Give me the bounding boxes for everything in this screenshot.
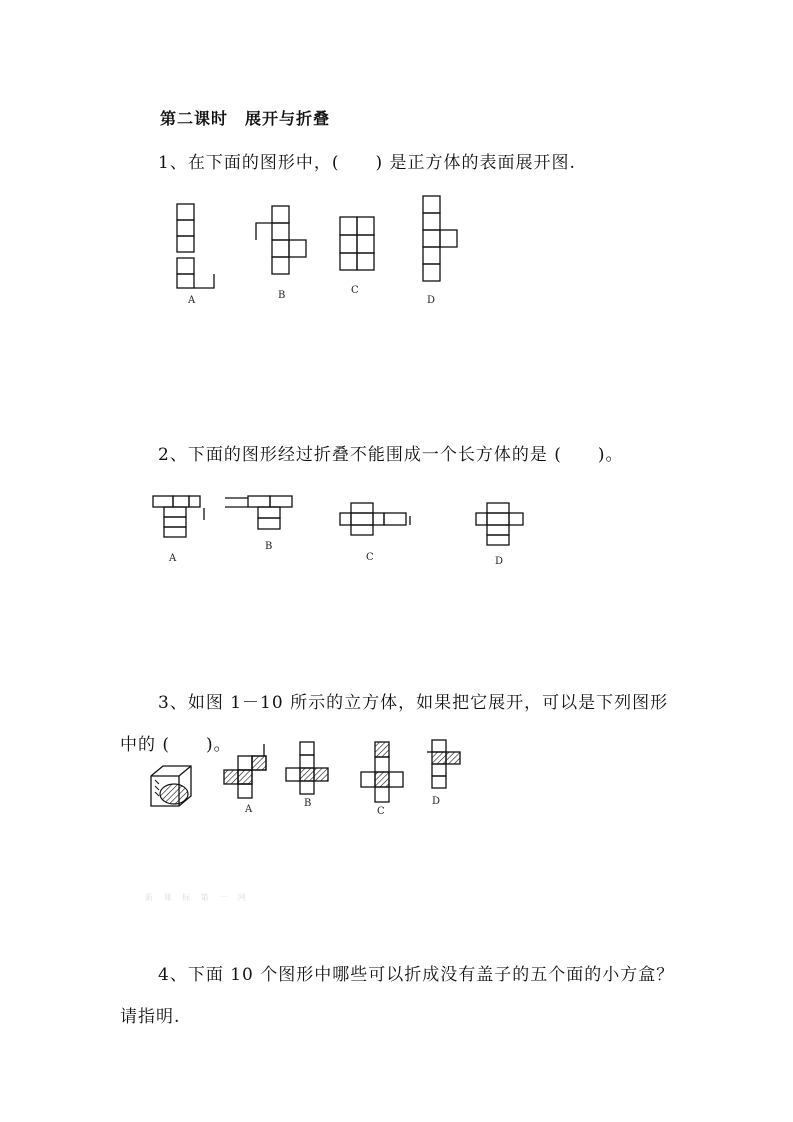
q3-net-d: [425, 736, 470, 801]
q1-net-a: [170, 198, 230, 298]
question-4-text-line-1: 4、下面 10 个图形中哪些可以折成没有盖子的五个面的小方盒？: [158, 965, 675, 985]
q3-net-a: [218, 740, 278, 805]
page-title: 第二课时 展开与折叠: [160, 109, 331, 128]
q1-net-d: [418, 192, 468, 292]
q2-net-d: [470, 500, 530, 550]
q1-label-b: B: [278, 290, 286, 301]
q2-label-c: C: [366, 552, 374, 563]
q2-label-d: D: [495, 556, 504, 567]
question-4-text-line-2: 请指明.: [120, 1007, 181, 1027]
q2-label-b: B: [265, 541, 273, 552]
question-3-text-line-1: 3、如图 1－10 所示的立方体，如果把它展开，可以是下列图形: [158, 693, 669, 713]
question-2-text: 2、下面的图形经过折叠不能围成一个长方体的是 ( )。: [158, 445, 624, 465]
q3-label-a: A: [245, 804, 253, 815]
question-1-text: 1、在下面的图形中，( ) 是正方体的表面展开图.: [158, 153, 576, 173]
q3-net-b: [284, 738, 339, 803]
q2-net-c: [335, 498, 415, 543]
q1-label-a: A: [188, 295, 196, 306]
q3-label-b: B: [304, 798, 312, 809]
q1-label-c: C: [351, 285, 359, 296]
q1-net-b: [250, 200, 320, 280]
q1-net-c: [335, 212, 380, 277]
q3-net-c: [355, 738, 415, 808]
faint-watermark: 新 课 标 第 一 网: [145, 893, 250, 902]
cube-figure: [145, 760, 200, 815]
q1-label-d: D: [427, 295, 436, 306]
q3-label-c: C: [377, 806, 385, 817]
q2-net-a: [148, 490, 213, 550]
q2-net-b: [220, 490, 310, 540]
q3-label-d: D: [432, 796, 441, 807]
q2-label-a: A: [169, 553, 177, 564]
question-3-text-line-2: 中的 ( )。: [120, 735, 232, 755]
